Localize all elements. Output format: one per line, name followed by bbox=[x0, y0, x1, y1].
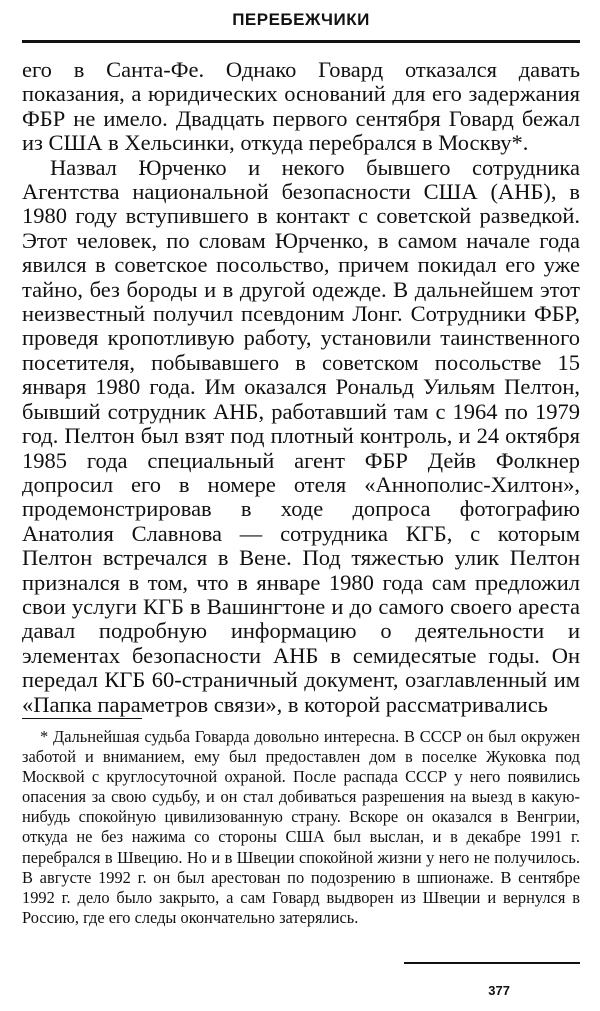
book-page bbox=[22, 0, 580, 1011]
main-text bbox=[22, 58, 580, 717]
footnote-rule bbox=[22, 718, 142, 719]
page-number: 377 bbox=[488, 983, 510, 998]
header-rule bbox=[22, 40, 580, 43]
running-header: ПЕРЕБЕЖЧИКИ bbox=[232, 10, 370, 29]
footnote bbox=[22, 727, 580, 928]
footer-rule bbox=[404, 962, 580, 964]
footnote-text: * Дальнейшая судьба Говарда довольно интересна. В СССР он был окружен заботой и вниманием, ему был предоставлен дом в поселке Жуковка под Москвой с круглосуточной охраной. После распада СССР у него появились опасения за свою судьбу, и он стал добиваться разрешения на выезд в какую-нибудь спокойную цивилизованную страну. Вскоре он оказался в Венгрии, откуда не без нажима со стороны США был выслан, и в декабре 1991 г. перебрался в Швецию. Но и в Швеции спокойной жизни у него не получилось. В августе 1992 г. он был арестован по подозрению в шпионаже. В сентябре 1992 г. дело было закрыто, а сам Говард выдворен из Швеции и вернулся в Россию, где его следы окончательно затерялись. bbox=[22, 727, 580, 927]
paragraph-continued: его в Санта-Фе. Однако Говард отказался давать показания, а юридических оснований для его задержания ФБР не имело. Двадцать первого сентября Говард бежал из США в Хельсинки, откуда перебрался в Москву*. bbox=[22, 57, 580, 156]
paragraph: Назвал Юрченко и некого бывшего сотрудника Агентства национальной безопасности США (АНБ), в 1980 году вступившего в контакт с советской разведкой. Этот человек, по словам Юрченко, в самом начале года явился в советское посольство, причем покидал его уже тайно, без бороды и в другой одежде. В дальнейшем этот неизвестный получил псевдоним Лонг. Сотрудники ФБР, проведя кропотливую работу, установили таинственного посетителя, побывавшего в советском посольстве 15 января 1980 года. Им оказался Рональд Уильям Пелтон, бывший сотрудник АНБ, работавший там с 1964 по 1979 год. Пелтон был взят под плотный контроль, и 24 октября 1985 года специальный агент ФБР Дейв Фолкнер допросил его в номере отеля «Аннополис-Хилтон», продемонстрировав в ходе допроса фотографию Анатолия Славнова — сотрудника КГБ, с которым Пелтон встречался в Вене. Под тяжестью улик Пелтон признался в том, что в январе 1980 года сам предложил свои услуги КГБ в Вашингтоне и до самого своего ареста давал подробную информацию о деятельности и элементах безопасности АНБ в семидесятые годы. Он передал КГБ 60-страничный документ, озаглавленный им «Папка параметров связи», в которой рассматривались bbox=[22, 154, 580, 717]
